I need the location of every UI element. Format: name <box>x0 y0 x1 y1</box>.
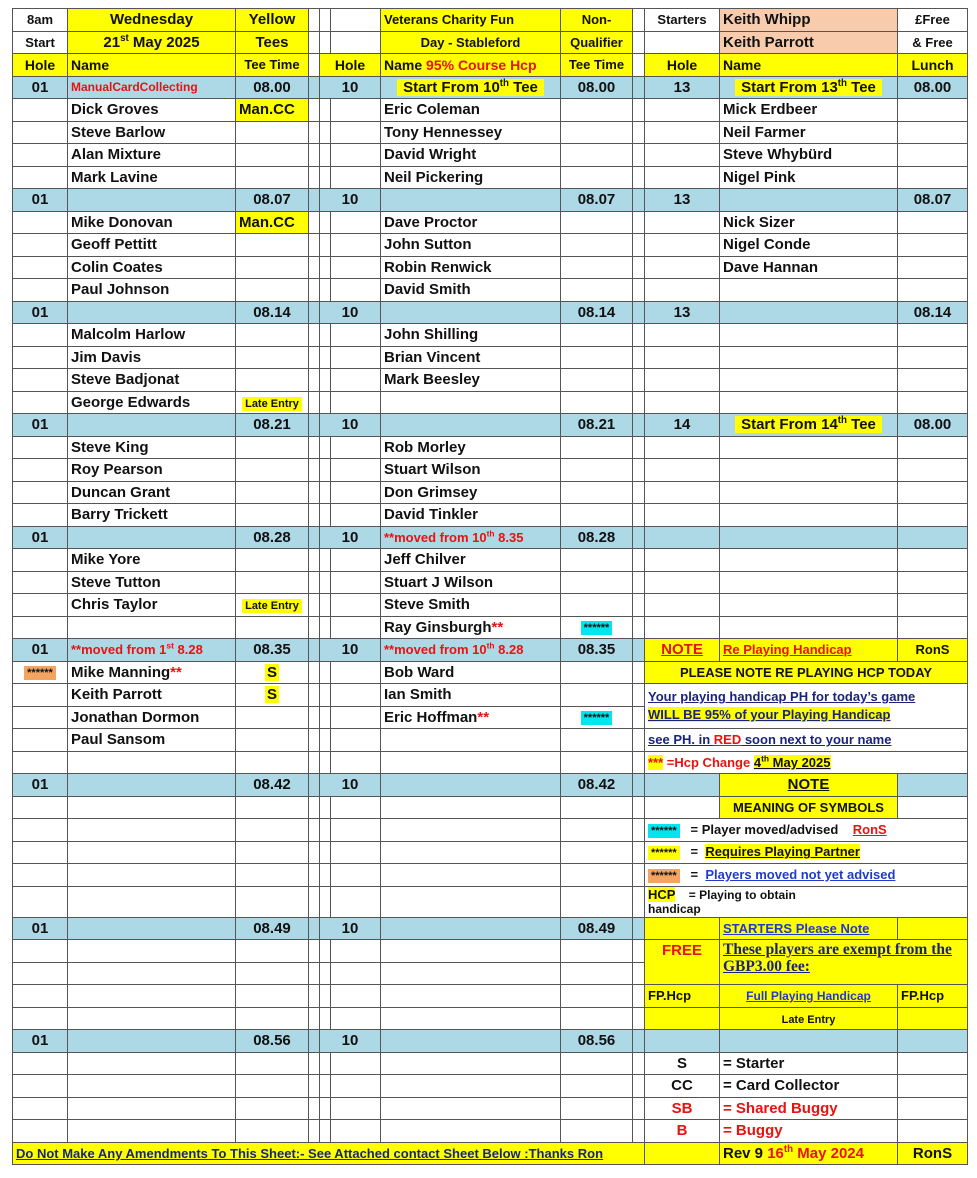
note-label: NOTE <box>645 639 720 662</box>
tee-time: 08.49 <box>561 917 633 940</box>
player-row <box>13 684 968 707</box>
hcp-change-note: *** =Hcp Change 4th May 2025 <box>645 751 968 774</box>
player-name: Robin Renwick <box>381 256 561 279</box>
player-row <box>13 729 968 752</box>
col-name-2: Name 95% Course Hcp <box>381 54 561 77</box>
player-row <box>13 369 968 392</box>
player-row <box>13 391 968 414</box>
col-tee-time-1: Tee Time <box>236 54 309 77</box>
player-row <box>13 549 968 572</box>
player-name: Paul Sansom <box>68 729 236 752</box>
handicap-note-body: Your playing handicap PH for today’s game WILL BE 95% of your Playing Handicap <box>645 684 968 729</box>
footer-author: RonS <box>898 1142 968 1165</box>
tee-time: 08.21 <box>561 414 633 437</box>
header-row-1 <box>13 9 968 32</box>
hole-number: 10 <box>320 189 381 212</box>
col-lunch: Lunch <box>898 54 968 77</box>
player-name: Barry Trickett <box>68 504 236 527</box>
hole-number: 01 <box>13 189 68 212</box>
tee-time: 08.00 <box>236 76 309 99</box>
legend-code: CC <box>645 1075 720 1098</box>
player-name: Jonathan Dormon <box>68 706 236 729</box>
group-note: ManualCardCollecting <box>68 76 236 99</box>
legend-row <box>13 1120 968 1143</box>
player-name: Steve Smith <box>381 594 561 617</box>
player-name: Mick Erdbeer <box>720 99 898 122</box>
hole-number: 13 <box>645 189 720 212</box>
fee-exempt-note: These players are exempt from the GBP3.00 fee: <box>720 940 968 985</box>
tee-time: 08.07 <box>561 189 633 212</box>
player-name: Alan Mixture <box>68 144 236 167</box>
tee-time: 08.00 <box>898 414 968 437</box>
hole-number: 10 <box>320 76 381 99</box>
late-entry-legend: Late Entry <box>720 1007 898 1030</box>
free-label-1: £Free <box>898 9 968 32</box>
day-label: Wednesday <box>68 9 236 32</box>
player-row <box>13 436 968 459</box>
group-header-row <box>13 526 968 549</box>
player-name: Malcolm Harlow <box>68 324 236 347</box>
player-name: Stuart J Wilson <box>381 571 561 594</box>
player-name: Dick Groves <box>68 99 236 122</box>
player-name: Mike Manning** <box>68 661 236 684</box>
moved-not-advised-marker: ****** <box>13 661 68 684</box>
player-name: Keith Parrott <box>68 684 236 707</box>
hole-number: 10 <box>320 414 381 437</box>
player-name: Stuart Wilson <box>381 459 561 482</box>
player-row <box>13 346 968 369</box>
col-name-3: Name <box>720 54 898 77</box>
player-name: Jeff Chilver <box>381 549 561 572</box>
hole-number: 13 <box>645 76 720 99</box>
hole-number: 01 <box>13 639 68 662</box>
legend-code: S <box>645 1052 720 1075</box>
player-name: Colin Coates <box>68 256 236 279</box>
hole-number: 01 <box>13 774 68 797</box>
event-title-2: Day - Stableford <box>381 31 561 54</box>
col-name-1: Name <box>68 54 236 77</box>
legend-row <box>13 1097 968 1120</box>
player-row <box>13 481 968 504</box>
player-row <box>13 661 968 684</box>
start-note: Start From 14th Tee <box>720 414 898 437</box>
player-name: Dave Proctor <box>381 211 561 234</box>
player-name: David Wright <box>381 144 561 167</box>
player-tag: Man.CC <box>236 99 309 122</box>
hole-number: 10 <box>320 1030 381 1053</box>
player-tag: S <box>236 684 309 707</box>
tee-time: 08.49 <box>236 917 309 940</box>
re-playing-handicap: Re Playing Handicap <box>720 639 898 662</box>
footer-row <box>13 1142 968 1165</box>
player-tag: Man.CC <box>236 211 309 234</box>
tee-time: 08.28 <box>236 526 309 549</box>
hole-number: 01 <box>13 917 68 940</box>
tee-time: 08.35 <box>236 639 309 662</box>
player-name: Nigel Pink <box>720 166 898 189</box>
legend-code: B <box>645 1120 720 1143</box>
note-author: RonS <box>898 639 968 662</box>
tee-time: 08.07 <box>236 189 309 212</box>
column-headings <box>13 54 968 77</box>
spacer-row <box>13 751 968 774</box>
player-name: Brian Vincent <box>381 346 561 369</box>
tee-time: 08.56 <box>561 1030 633 1053</box>
tee-sheet <box>12 8 968 1165</box>
tee-time: 08.14 <box>561 301 633 324</box>
tee-time: 08.00 <box>898 76 968 99</box>
col-hole-1: Hole <box>13 54 68 77</box>
event-date: 21st May 2025 <box>68 31 236 54</box>
legend-row <box>13 1052 968 1075</box>
start-label: Start <box>13 31 68 54</box>
player-name: Rob Morley <box>381 436 561 459</box>
player-name: Dave Hannan <box>720 256 898 279</box>
tee-time: 08.07 <box>898 189 968 212</box>
player-name: George Edwards <box>68 391 236 414</box>
legend-row <box>13 1075 968 1098</box>
player-tag: S <box>236 661 309 684</box>
group-header-row <box>13 917 968 940</box>
group-header-row <box>13 301 968 324</box>
moved-advised-marker: ****** <box>561 706 633 729</box>
col-hole-3: Hole <box>645 54 720 77</box>
group-header-row <box>13 414 968 437</box>
player-name: Duncan Grant <box>68 481 236 504</box>
player-name: Nigel Conde <box>720 234 898 257</box>
player-name: Steve Whybürd <box>720 144 898 167</box>
free-label: FREE <box>645 940 720 985</box>
group-note: **moved from 1st 8.28 <box>68 639 236 662</box>
player-name: Steve Badjonat <box>68 369 236 392</box>
fp-hcp-right: FP.Hcp <box>898 985 968 1008</box>
group-header-row <box>13 774 968 797</box>
player-name: Geoff Pettitt <box>68 234 236 257</box>
start-note: Start From 13th Tee <box>720 76 898 99</box>
player-row <box>13 571 968 594</box>
player-row <box>13 459 968 482</box>
col-tee-time-2: Tee Time <box>561 54 633 77</box>
amendment-note: Do Not Make Any Amendments To This Sheet:- See Attached contact Sheet Below :Thanks Ron <box>13 1142 645 1165</box>
hole-number: 10 <box>320 301 381 324</box>
player-name: Nick Sizer <box>720 211 898 234</box>
player-name: John Shilling <box>381 324 561 347</box>
player-name: Eric Hoffman** <box>381 706 561 729</box>
player-name: Steve Barlow <box>68 121 236 144</box>
tee-time: 08.14 <box>236 301 309 324</box>
full-playing-handicap: Full Playing Handicap <box>720 985 898 1008</box>
player-name: David Tinkler <box>381 504 561 527</box>
hole-number: 01 <box>13 526 68 549</box>
tees-colour: Yellow <box>236 9 309 32</box>
legend-text: = Starter <box>720 1052 898 1075</box>
group-header-row <box>13 639 968 662</box>
late-entry-badge: Late Entry <box>236 594 309 617</box>
group-header-row <box>13 189 968 212</box>
player-name: John Sutton <box>381 234 561 257</box>
fp-hcp-left: FP.Hcp <box>645 985 720 1008</box>
group-header-row <box>13 76 968 99</box>
tee-time: 08.28 <box>561 526 633 549</box>
spacer-row <box>13 940 968 963</box>
symbol-not-advised: ****** = Players moved not yet advised <box>645 864 968 887</box>
player-row <box>13 234 968 257</box>
legend-text: = Buggy <box>720 1120 898 1143</box>
free-label-2: & Free <box>898 31 968 54</box>
player-name: Tony Hennessey <box>381 121 561 144</box>
legend-text: = Card Collector <box>720 1075 898 1098</box>
group-note: **moved from 10th 8.35 <box>381 526 561 549</box>
player-name: Ian Smith <box>381 684 561 707</box>
player-row <box>13 166 968 189</box>
hole-number: 10 <box>320 639 381 662</box>
player-row <box>13 121 968 144</box>
symbol-requires-partner: ****** = Requires Playing Partner <box>645 841 968 864</box>
hole-number: 10 <box>320 526 381 549</box>
player-name: Mike Donovan <box>68 211 236 234</box>
starters-label: Starters <box>645 9 720 32</box>
hole-number: 10 <box>320 917 381 940</box>
hole-number: 13 <box>645 301 720 324</box>
starter-name-1: Keith Whipp <box>720 9 898 32</box>
legend-text: = Shared Buggy <box>720 1097 898 1120</box>
player-name: Neil Farmer <box>720 121 898 144</box>
player-row <box>13 504 968 527</box>
player-name: Steve King <box>68 436 236 459</box>
player-name: Mark Lavine <box>68 166 236 189</box>
legend-code: SB <box>645 1097 720 1120</box>
revision: Rev 9 16th May 2024 <box>720 1142 898 1165</box>
symbols-note-label: NOTE <box>720 774 898 797</box>
spacer-row <box>13 985 968 1008</box>
tee-time: 08.42 <box>236 774 309 797</box>
qualifier-1: Non- <box>561 9 633 32</box>
starter-name-2: Keith Parrott <box>720 31 898 54</box>
hole-number: 10 <box>320 774 381 797</box>
tee-time: 08.21 <box>236 414 309 437</box>
player-name: David Smith <box>381 279 561 302</box>
player-row <box>13 144 968 167</box>
player-name: Mark Beesley <box>381 369 561 392</box>
spacer-row <box>13 796 968 819</box>
player-name: Don Grimsey <box>381 481 561 504</box>
start-time: 8am <box>13 9 68 32</box>
spacer-row <box>13 819 968 842</box>
group-note: **moved from 10th 8.28 <box>381 639 561 662</box>
player-name: Eric Coleman <box>381 99 561 122</box>
tees-label: Tees <box>236 31 309 54</box>
player-name: Bob Ward <box>381 661 561 684</box>
start-note: Start From 10th Tee <box>381 76 561 99</box>
event-title-1: Veterans Charity Fun <box>381 9 561 32</box>
spacer-row <box>13 886 968 917</box>
player-row <box>13 211 968 234</box>
player-name: Ray Ginsburgh** <box>381 616 561 639</box>
symbol-moved-advised: ****** = Player moved/advised RonS <box>645 819 968 842</box>
tee-time: 08.56 <box>236 1030 309 1053</box>
starters-note-title: STARTERS Please Note <box>720 917 898 940</box>
player-row <box>13 594 968 617</box>
player-name: Steve Tutton <box>68 571 236 594</box>
symbol-hcp: HCP = Playing to obtain handicap <box>645 886 968 917</box>
player-row <box>13 256 968 279</box>
player-name: Chris Taylor <box>68 594 236 617</box>
tee-time: 08.35 <box>561 639 633 662</box>
handicap-note-line-4: see PH. in RED soon next to your name <box>645 729 968 752</box>
player-row <box>13 324 968 347</box>
tee-time: 08.42 <box>561 774 633 797</box>
hole-number: 01 <box>13 414 68 437</box>
spacer-row <box>13 1007 968 1030</box>
player-row <box>13 616 968 639</box>
player-name: Roy Pearson <box>68 459 236 482</box>
hole-number: 01 <box>13 1030 68 1053</box>
moved-advised-marker: ****** <box>561 616 633 639</box>
symbols-title: MEANING OF SYMBOLS <box>720 796 898 819</box>
handicap-note-line-1: PLEASE NOTE RE PLAYING HCP TODAY <box>645 661 968 684</box>
player-name: Neil Pickering <box>381 166 561 189</box>
qualifier-2: Qualifier <box>561 31 633 54</box>
hole-number: 14 <box>645 414 720 437</box>
hole-number: 01 <box>13 76 68 99</box>
tee-time: 08.00 <box>561 76 633 99</box>
late-entry-badge: Late Entry <box>236 391 309 414</box>
group-header-row <box>13 1030 968 1053</box>
player-name: Jim Davis <box>68 346 236 369</box>
col-hole-2: Hole <box>320 54 381 77</box>
player-name: Mike Yore <box>68 549 236 572</box>
spacer-row <box>13 864 968 887</box>
tee-time: 08.14 <box>898 301 968 324</box>
player-row <box>13 279 968 302</box>
spacer-row <box>13 841 968 864</box>
header-row-2 <box>13 31 968 54</box>
player-name: Paul Johnson <box>68 279 236 302</box>
player-row <box>13 99 968 122</box>
hole-number: 01 <box>13 301 68 324</box>
